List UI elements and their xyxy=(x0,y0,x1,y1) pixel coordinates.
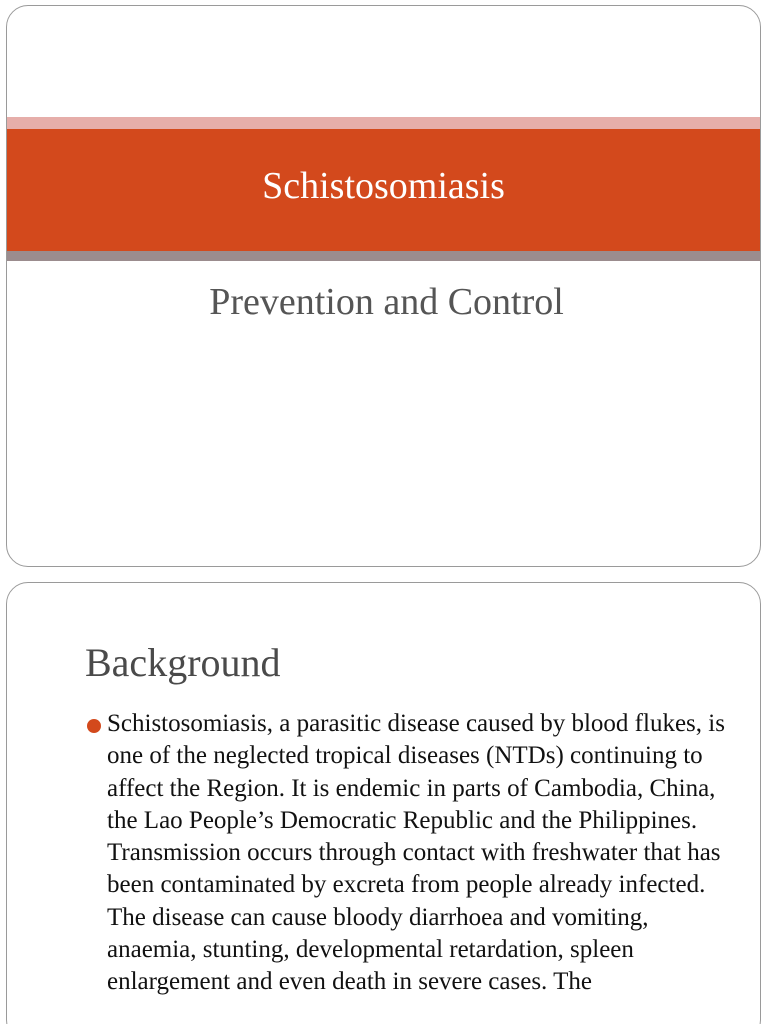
slide-subtitle: Prevention and Control xyxy=(209,281,564,323)
bullet-text: Schistosomiasis, a parasitic disease caused by blood flukes, is one of the neglected tropical diseases (NTDs) continuing to affect the Region. It is endemic in parts of Cambodia, China, the Lao People’s Democratic Republic and the Philippines. Transmission occurs through contact with freshwater that has been contaminated by excreta from people already infected. The disease can cause bloody diarrhoea and vomiting, anaemia, stunting, developmental retardation, spleen enlargement and even death in severe cases. The xyxy=(107,710,725,996)
section-heading: Background xyxy=(85,640,281,685)
slide-title: Schistosomiasis xyxy=(262,165,505,207)
background-slide xyxy=(6,582,761,1024)
bullet-item xyxy=(85,708,725,999)
bullet-dot-icon xyxy=(87,719,101,733)
title-slide xyxy=(6,5,761,567)
title-top-stripe xyxy=(7,117,760,129)
title-banner xyxy=(7,129,760,251)
title-bottom-stripe xyxy=(7,251,760,261)
